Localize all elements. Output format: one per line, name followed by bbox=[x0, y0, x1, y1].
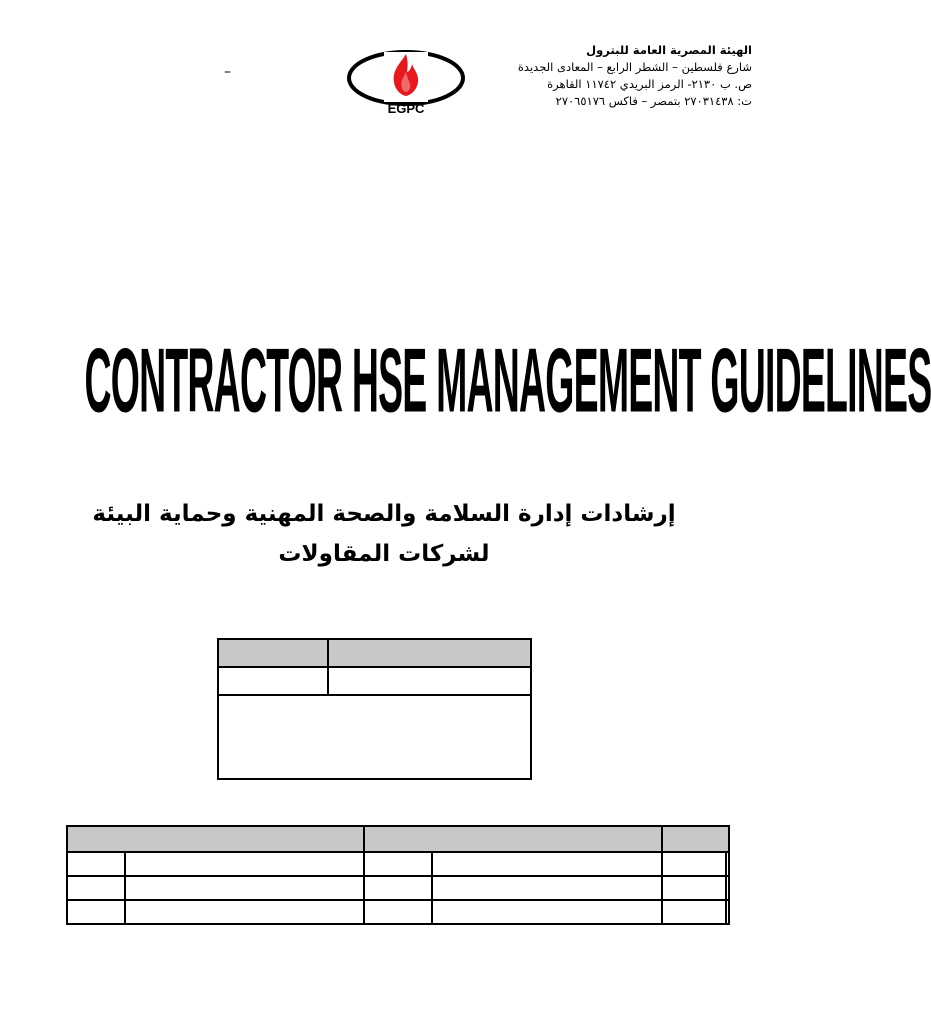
info-notes-cell bbox=[218, 695, 531, 779]
approval-cell bbox=[726, 900, 729, 924]
org-name: الهيئة المصرية العامة للبترول bbox=[586, 43, 752, 57]
approval-row bbox=[67, 876, 729, 900]
approval-cell bbox=[662, 900, 726, 924]
approval-cell bbox=[432, 900, 662, 924]
approval-cell bbox=[726, 876, 729, 900]
po-box-line: ص. ب ٢١٣٠- الرمز البريدي ١١٧٤٢ القاهرة bbox=[547, 77, 752, 91]
approval-cell bbox=[125, 852, 364, 876]
info-header-cell bbox=[328, 639, 531, 667]
approval-cell bbox=[364, 876, 432, 900]
approval-cell bbox=[662, 876, 726, 900]
logo-text: EGPC bbox=[387, 101, 425, 116]
approval-cell bbox=[432, 852, 662, 876]
approval-row bbox=[67, 852, 729, 876]
address-line: شارع فلسطين – الشطر الرابع – المعادى الجديدة bbox=[517, 60, 752, 74]
phone-fax-line: ت: ٢٧٠٣١٤٣٨ بتمصر – فاكس ٢٧٠٦٥١٧٦ bbox=[555, 94, 752, 108]
info-value-cell bbox=[218, 667, 328, 695]
document-title-ar bbox=[40, 494, 728, 574]
approval-cell bbox=[67, 900, 125, 924]
approval-cell bbox=[67, 876, 125, 900]
approval-cell bbox=[364, 900, 432, 924]
approval-cell bbox=[364, 852, 432, 876]
approval-cell bbox=[67, 852, 125, 876]
info-value-row bbox=[218, 667, 531, 695]
approval-header-row bbox=[67, 826, 729, 852]
title-ar-line1: إرشادات إدارة السلامة والصحة المهنية وحماية البيئة bbox=[92, 501, 676, 527]
document-info-table bbox=[217, 638, 532, 780]
approval-cell bbox=[432, 876, 662, 900]
info-header-cell bbox=[218, 639, 328, 667]
approval-cell bbox=[662, 852, 726, 876]
letterhead bbox=[452, 42, 752, 110]
approval-header-cell bbox=[364, 826, 662, 852]
title-ar-line2: لشركات المقاولات bbox=[278, 541, 490, 567]
info-notes-row bbox=[218, 695, 531, 779]
approval-cell bbox=[125, 900, 364, 924]
info-value-cell bbox=[328, 667, 531, 695]
approval-cell bbox=[726, 852, 729, 876]
approval-header-cell bbox=[662, 826, 729, 852]
approval-header-cell bbox=[67, 826, 364, 852]
egpc-logo bbox=[344, 48, 468, 116]
document-title-en: CONTRACTOR HSE MANAGEMENT GUIDELINES bbox=[84, 331, 931, 433]
approval-cell bbox=[125, 876, 364, 900]
header-dash: – bbox=[224, 64, 231, 80]
approval-row bbox=[67, 900, 729, 924]
approval-table bbox=[66, 825, 730, 925]
info-header-row bbox=[218, 639, 531, 667]
